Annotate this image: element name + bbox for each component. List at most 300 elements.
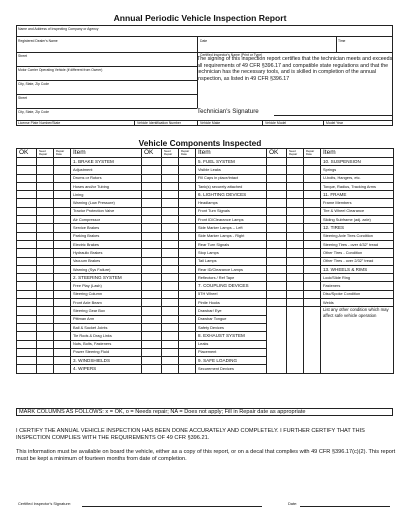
ok-cell[interactable] [17, 282, 37, 290]
ok-cell[interactable] [17, 348, 37, 356]
report-title: Annual Periodic Vehicle Inspection Report [113, 13, 287, 23]
ok-cell[interactable] [142, 191, 162, 199]
repair-date-cell[interactable] [54, 166, 71, 174]
ok-cell[interactable] [267, 224, 287, 232]
ok-cell[interactable] [142, 224, 162, 232]
repair-date-cell[interactable] [54, 158, 71, 166]
ok-cell[interactable] [142, 348, 162, 356]
ok-cell[interactable] [267, 299, 287, 307]
need-repair-cell[interactable] [162, 191, 179, 199]
repair-date-cell[interactable] [304, 224, 321, 232]
item-label: Tank(s) securely attached [196, 182, 267, 190]
repair-date-cell[interactable] [179, 199, 196, 207]
ok-cell[interactable] [17, 182, 37, 190]
repair-date-cell[interactable] [304, 199, 321, 207]
ok-cell[interactable] [17, 332, 37, 340]
need-repair-cell[interactable] [287, 207, 304, 215]
repair-date-cell[interactable] [179, 348, 196, 356]
ok-cell[interactable] [17, 365, 37, 373]
need-repair-cell[interactable] [162, 323, 179, 331]
ok-cell[interactable] [267, 232, 287, 240]
ok-cell[interactable] [142, 257, 162, 265]
need-repair-cell[interactable] [37, 158, 54, 166]
need-repair-cell[interactable] [287, 224, 304, 232]
repair-date-cell[interactable] [304, 207, 321, 215]
need-repair-cell[interactable] [162, 332, 179, 340]
item-label: Springs [321, 166, 394, 174]
item-label: Lock/Slide Ring [321, 274, 394, 282]
repair-date-cell[interactable] [304, 174, 321, 182]
repair-date-cell[interactable] [179, 340, 196, 348]
ok-cell[interactable] [142, 290, 162, 298]
item-header: Item [71, 149, 142, 158]
ok-cell[interactable] [142, 265, 162, 273]
ok-cell[interactable] [267, 158, 287, 166]
ok-cell[interactable] [142, 299, 162, 307]
ok-header: OK [142, 149, 162, 158]
item-label: Hoses and/or Tubing [71, 182, 142, 190]
item-label: Rear Turn Signals [196, 240, 267, 248]
ok-cell[interactable] [142, 282, 162, 290]
table-row [17, 249, 394, 257]
repair-date-header: Repair Date [304, 149, 321, 158]
need-repair-cell[interactable] [162, 166, 179, 174]
need-repair-cell[interactable] [162, 340, 179, 348]
table-row [17, 240, 394, 248]
repair-date-cell[interactable] [54, 357, 71, 365]
repair-date-cell[interactable] [304, 166, 321, 174]
need-repair-cell[interactable] [162, 290, 179, 298]
need-repair-cell[interactable] [37, 182, 54, 190]
need-repair-cell[interactable] [287, 174, 304, 182]
table-row [17, 232, 394, 240]
ok-cell[interactable] [267, 216, 287, 224]
ok-cell[interactable] [142, 274, 162, 282]
need-repair-cell[interactable] [287, 282, 304, 290]
section-heading: 5. FUEL SYSTEM [196, 158, 267, 166]
repair-date-cell[interactable] [179, 174, 196, 182]
ok-cell[interactable] [267, 207, 287, 215]
repair-date-cell[interactable] [304, 158, 321, 166]
need-repair-cell[interactable] [287, 307, 304, 373]
ok-cell[interactable] [267, 265, 287, 273]
ok-cell[interactable] [17, 307, 37, 315]
item-label: Front Axle Beam [71, 299, 142, 307]
ok-cell[interactable] [267, 249, 287, 257]
ok-cell[interactable] [267, 182, 287, 190]
ok-cell[interactable] [267, 174, 287, 182]
item-header: Item [321, 149, 394, 158]
item-label: Tire & Wheel Clearance [321, 207, 394, 215]
components-table [16, 148, 394, 374]
item-label: Warning (Low Pressure) [71, 199, 142, 207]
table-row [17, 207, 394, 215]
need-repair-cell[interactable] [287, 232, 304, 240]
repair-date-cell[interactable] [54, 207, 71, 215]
repair-date-cell[interactable] [54, 365, 71, 373]
ok-cell[interactable] [17, 357, 37, 365]
item-label: Pittman Arm [71, 315, 142, 323]
ok-cell[interactable] [267, 257, 287, 265]
repair-date-cell[interactable] [54, 216, 71, 224]
ok-cell[interactable] [17, 166, 37, 174]
item-label: Steering Axle Tires Condition [321, 232, 394, 240]
item-label: Service Brakes [71, 224, 142, 232]
item-label: Vacuum Brakes [71, 257, 142, 265]
section-heading: 12. TIRES [321, 224, 394, 232]
need-repair-cell[interactable] [162, 348, 179, 356]
repair-date-cell[interactable] [179, 274, 196, 282]
repair-date-cell[interactable] [304, 282, 321, 290]
ok-header: OK [17, 149, 37, 158]
need-repair-cell[interactable] [162, 299, 179, 307]
table-row [17, 182, 394, 190]
repair-date-cell[interactable] [54, 199, 71, 207]
ok-cell[interactable] [142, 232, 162, 240]
need-repair-cell[interactable] [37, 274, 54, 282]
ok-cell[interactable] [17, 158, 37, 166]
repair-date-cell[interactable] [304, 240, 321, 248]
divider [16, 94, 197, 95]
certification-statement: The signing of this inspection report certifies that the technician meets and exceeds all requirements of 49 CFR §396.17 and compatible state regulations and that the technician has the necessary tools, and is skilled in completion of the annual inspection, as listed in 49 CFR §396.17 [197, 56, 393, 82]
ok-cell[interactable] [267, 240, 287, 248]
need-repair-cell[interactable] [37, 323, 54, 331]
street-field-2[interactable]: Street [18, 96, 28, 100]
ok-cell[interactable] [17, 216, 37, 224]
repair-date-cell[interactable] [179, 282, 196, 290]
technician-signature-label: Technician's Signature [197, 108, 259, 115]
repair-date-cell[interactable] [304, 307, 321, 373]
need-repair-cell[interactable] [162, 274, 179, 282]
repair-date-cell[interactable] [54, 249, 71, 257]
ok-cell[interactable] [17, 323, 37, 331]
make-field[interactable]: Vehicle Make [200, 121, 221, 125]
year-field[interactable]: Model Year [326, 121, 343, 125]
table-row [17, 274, 394, 282]
ok-cell[interactable] [267, 166, 287, 174]
repair-date-cell[interactable] [304, 249, 321, 257]
need-repair-cell[interactable] [37, 216, 54, 224]
item-label: Warning (Sys Failure) [71, 265, 142, 273]
need-repair-cell[interactable] [37, 265, 54, 273]
item-label: Lining [71, 191, 142, 199]
repair-date-cell[interactable] [54, 332, 71, 340]
ok-cell[interactable] [17, 174, 37, 182]
plate-field[interactable]: License Plate Number/State [18, 121, 61, 125]
repair-date-cell[interactable] [304, 299, 321, 307]
ok-cell[interactable] [17, 207, 37, 215]
repair-date-cell[interactable] [179, 299, 196, 307]
repair-date-cell[interactable] [54, 348, 71, 356]
repair-date-cell[interactable] [179, 365, 196, 373]
repair-date-cell[interactable] [54, 274, 71, 282]
need-repair-cell[interactable] [287, 274, 304, 282]
need-repair-cell[interactable] [37, 357, 54, 365]
certify-statement: I CERTIFY THE ANNUAL VEHICLE INSPECTION HAS BEEN DONE ACCURATELY AND COMPLETELY. I FURTHER CERTIFY THAT THIS INSPECTION COMPLIES WITH THE REQUIREMENTS OF 49 CFR §396.21. [16, 428, 365, 441]
repair-date-cell[interactable] [179, 257, 196, 265]
ok-cell[interactable] [142, 182, 162, 190]
ok-cell[interactable] [142, 158, 162, 166]
table-row [17, 265, 394, 273]
repair-date-cell[interactable] [179, 216, 196, 224]
need-repair-cell[interactable] [37, 257, 54, 265]
item-label: Tail Lamps [196, 257, 267, 265]
need-repair-cell[interactable] [37, 282, 54, 290]
need-repair-cell[interactable] [162, 357, 179, 365]
ok-cell[interactable] [17, 232, 37, 240]
need-repair-cell[interactable] [162, 249, 179, 257]
ok-cell[interactable] [267, 282, 287, 290]
components-title: Vehicle Components Inspected [138, 138, 262, 148]
ok-cell[interactable] [142, 166, 162, 174]
ok-cell[interactable] [17, 265, 37, 273]
need-repair-cell[interactable] [287, 166, 304, 174]
need-repair-cell[interactable] [287, 191, 304, 199]
need-repair-cell[interactable] [162, 158, 179, 166]
table-row [17, 174, 394, 182]
motor-carrier-field[interactable]: Motor Carrier Operating Vehicle (if different from Owner) [18, 68, 103, 72]
need-repair-cell[interactable] [287, 299, 304, 307]
need-repair-cell[interactable] [162, 207, 179, 215]
need-repair-cell[interactable] [287, 257, 304, 265]
need-repair-cell[interactable] [287, 216, 304, 224]
inspector-signature-line[interactable] [82, 506, 262, 507]
repair-date-cell[interactable] [179, 232, 196, 240]
table-row [17, 282, 394, 290]
need-repair-cell[interactable] [162, 365, 179, 373]
repair-date-cell[interactable] [179, 332, 196, 340]
need-repair-cell[interactable] [37, 207, 54, 215]
repair-date-cell[interactable] [54, 191, 71, 199]
need-repair-cell[interactable] [162, 216, 179, 224]
repair-date-cell[interactable] [304, 257, 321, 265]
repair-date-cell[interactable] [179, 182, 196, 190]
item-label: Other Tires - over 2/32" tread [321, 257, 394, 265]
repair-date-cell[interactable] [54, 224, 71, 232]
section-heading: 9. SAFE LOADING [196, 357, 267, 365]
ok-cell[interactable] [267, 290, 287, 298]
need-repair-cell[interactable] [37, 299, 54, 307]
ok-cell[interactable] [267, 191, 287, 199]
need-repair-cell[interactable] [37, 365, 54, 373]
repair-date-cell[interactable] [179, 158, 196, 166]
repair-date-cell[interactable] [54, 340, 71, 348]
need-repair-cell[interactable] [162, 265, 179, 273]
ok-cell[interactable] [142, 315, 162, 323]
need-repair-cell[interactable] [37, 199, 54, 207]
table-row [17, 307, 394, 315]
ok-cell[interactable] [142, 249, 162, 257]
ok-cell[interactable] [142, 323, 162, 331]
need-repair-header: Need Repair [37, 149, 54, 158]
need-repair-cell[interactable] [37, 348, 54, 356]
repair-date-cell[interactable] [179, 207, 196, 215]
item-label: Drawbar Tongue [196, 315, 267, 323]
repair-date-cell[interactable] [54, 232, 71, 240]
repair-date-cell[interactable] [179, 240, 196, 248]
repair-date-cell[interactable] [179, 307, 196, 315]
table-row [17, 191, 394, 199]
ok-cell[interactable] [142, 240, 162, 248]
ok-cell[interactable] [17, 315, 37, 323]
item-label: Pintle Hooks [196, 299, 267, 307]
repair-date-cell[interactable] [54, 240, 71, 248]
item-label: Nuts, Bolts, Fasteners [71, 340, 142, 348]
ok-cell[interactable] [17, 240, 37, 248]
technician-signature-line[interactable] [274, 115, 392, 116]
ok-cell[interactable] [142, 332, 162, 340]
ok-cell[interactable] [17, 249, 37, 257]
need-repair-cell[interactable] [37, 191, 54, 199]
item-label: U-bolts, Hangers, etc. [321, 174, 394, 182]
ok-cell[interactable] [142, 207, 162, 215]
ok-cell[interactable] [142, 340, 162, 348]
repair-date-cell[interactable] [304, 290, 321, 298]
ok-cell[interactable] [17, 340, 37, 348]
need-repair-cell[interactable] [287, 240, 304, 248]
ok-cell[interactable] [142, 307, 162, 315]
item-label: Tie Rods & Drag Links [71, 332, 142, 340]
need-repair-cell[interactable] [287, 158, 304, 166]
need-repair-cell[interactable] [37, 307, 54, 315]
ok-cell[interactable] [17, 257, 37, 265]
need-repair-cell[interactable] [162, 232, 179, 240]
item-label: Placement [196, 348, 267, 356]
ok-cell[interactable] [142, 174, 162, 182]
repair-date-cell[interactable] [54, 265, 71, 273]
need-repair-cell[interactable] [162, 174, 179, 182]
repair-date-cell[interactable] [179, 249, 196, 257]
need-repair-cell[interactable] [37, 240, 54, 248]
repair-date-cell[interactable] [54, 182, 71, 190]
repair-date-cell[interactable] [179, 166, 196, 174]
ok-cell[interactable] [17, 274, 37, 282]
need-repair-cell[interactable] [287, 182, 304, 190]
ok-cell[interactable] [17, 290, 37, 298]
ok-cell[interactable] [267, 199, 287, 207]
need-repair-header: Need Repair [287, 149, 304, 158]
model-field[interactable]: Vehicle Model [265, 121, 287, 125]
ok-cell[interactable] [142, 199, 162, 207]
table-row [17, 199, 394, 207]
repair-date-cell[interactable] [304, 182, 321, 190]
repair-date-cell[interactable] [54, 307, 71, 315]
need-repair-cell[interactable] [37, 290, 54, 298]
ok-cell[interactable] [142, 365, 162, 373]
ok-cell[interactable] [17, 199, 37, 207]
divider [16, 80, 197, 81]
need-repair-cell[interactable] [162, 257, 179, 265]
ok-cell[interactable] [17, 191, 37, 199]
need-repair-cell[interactable] [287, 290, 304, 298]
repair-date-cell[interactable] [179, 224, 196, 232]
city-field[interactable]: City, State, Zip Code [18, 82, 50, 86]
need-repair-cell[interactable] [162, 307, 179, 315]
repair-date-cell[interactable] [179, 323, 196, 331]
item-label: Disc/Spoke Condition [321, 290, 394, 298]
repair-date-cell[interactable] [54, 257, 71, 265]
city-field-2[interactable]: City, State, Zip Code [18, 110, 50, 114]
company-field[interactable]: Name and Address of Inspecting Company or Agency [18, 27, 99, 31]
section-heading: 2. STEERING SYSTEM [71, 274, 142, 282]
item-label: Tractor Protection Valve [71, 207, 142, 215]
need-repair-cell[interactable] [162, 240, 179, 248]
repair-date-cell[interactable] [304, 274, 321, 282]
repair-date-cell[interactable] [54, 299, 71, 307]
need-repair-cell[interactable] [37, 224, 54, 232]
dealer-field[interactable]: Registered Dealer's Name [18, 39, 58, 43]
item-label: Front ID/Clearance Lamps [196, 216, 267, 224]
repair-date-cell[interactable] [179, 315, 196, 323]
need-repair-cell[interactable] [162, 282, 179, 290]
item-label: Front Turn Signals [196, 207, 267, 215]
repair-date-cell[interactable] [179, 191, 196, 199]
item-label: Torque, Radius, Tracking Arms [321, 182, 394, 190]
street-field[interactable]: Street [18, 54, 28, 58]
ok-header: OK [267, 149, 287, 158]
need-repair-cell[interactable] [37, 232, 54, 240]
repair-date-cell[interactable] [304, 232, 321, 240]
need-repair-cell[interactable] [37, 332, 54, 340]
ok-cell[interactable] [142, 216, 162, 224]
need-repair-cell[interactable] [37, 174, 54, 182]
repair-date-cell[interactable] [54, 323, 71, 331]
need-repair-cell[interactable] [37, 249, 54, 257]
need-repair-cell[interactable] [162, 224, 179, 232]
item-label: Side Marker Lamps - Right [196, 232, 267, 240]
need-repair-cell[interactable] [287, 199, 304, 207]
need-repair-cell[interactable] [37, 166, 54, 174]
date-field[interactable]: Date [200, 39, 208, 43]
ok-cell[interactable] [17, 224, 37, 232]
item-label: Air Compressor [71, 216, 142, 224]
inspector-name-field[interactable]: Certified Inspector's Name (Print or Type) [200, 53, 263, 57]
item-label: Leaks [196, 340, 267, 348]
need-repair-cell[interactable] [37, 340, 54, 348]
need-repair-cell[interactable] [287, 249, 304, 257]
need-repair-cell[interactable] [162, 199, 179, 207]
section-heading: 3. WINDSHIELDS [71, 357, 142, 365]
repair-date-cell[interactable] [304, 216, 321, 224]
repair-date-cell[interactable] [179, 357, 196, 365]
repair-date-cell[interactable] [304, 265, 321, 273]
need-repair-cell[interactable] [162, 315, 179, 323]
time-field[interactable]: Time [338, 39, 346, 43]
ok-cell[interactable] [17, 299, 37, 307]
item-label: Frame Members [321, 199, 394, 207]
item-label: Fasteners [321, 282, 394, 290]
section-heading: 11. FRAME [321, 191, 394, 199]
repair-date-header: Repair Date [54, 149, 71, 158]
need-repair-cell[interactable] [162, 182, 179, 190]
divider [323, 120, 324, 126]
repair-date-cell[interactable] [54, 315, 71, 323]
repair-date-cell[interactable] [54, 282, 71, 290]
repair-date-cell[interactable] [179, 265, 196, 273]
divider [197, 120, 198, 126]
repair-date-cell[interactable] [54, 174, 71, 182]
repair-date-cell[interactable] [54, 290, 71, 298]
ok-cell[interactable] [267, 307, 287, 373]
repair-date-cell[interactable] [179, 290, 196, 298]
need-repair-cell[interactable] [37, 315, 54, 323]
repair-date-cell[interactable] [304, 191, 321, 199]
ok-cell[interactable] [267, 274, 287, 282]
need-repair-cell[interactable] [287, 265, 304, 273]
vin-field[interactable]: Vehicle Identification Number [137, 121, 181, 125]
footer-date-line[interactable] [300, 506, 390, 507]
ok-cell[interactable] [142, 357, 162, 365]
